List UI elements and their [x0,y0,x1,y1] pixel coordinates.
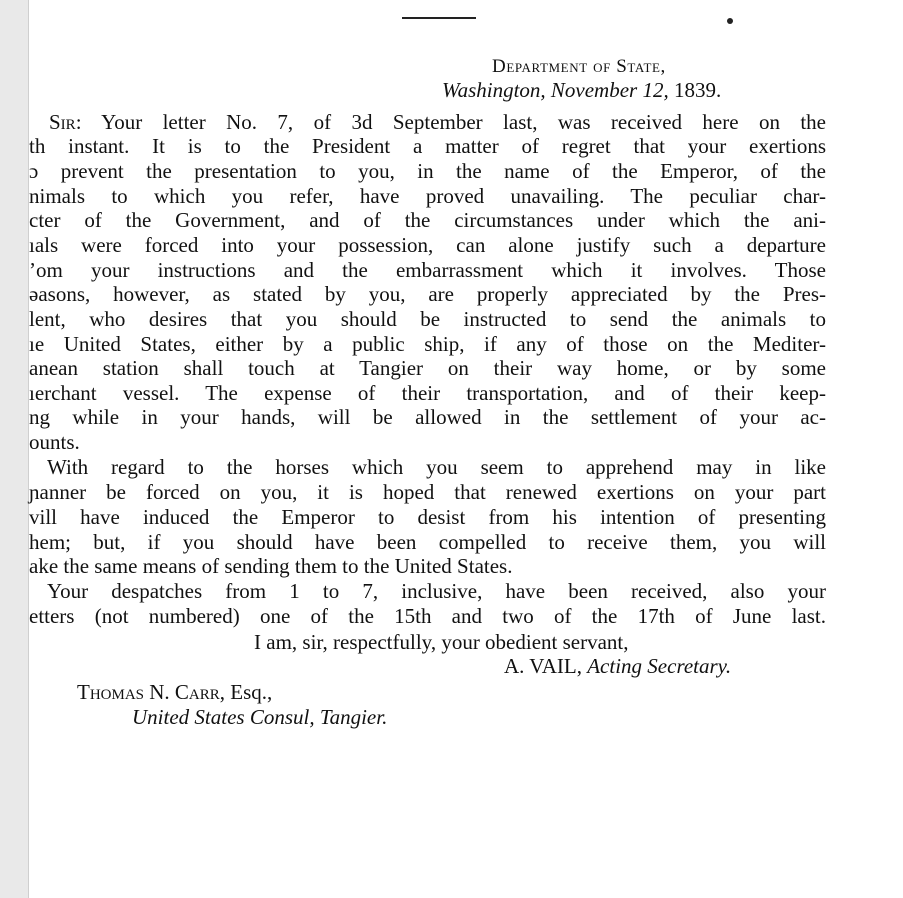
body-line-2: th instant. It is to the President a matter of regret that your exertions [29,134,826,158]
place-date-line [442,78,721,103]
body-line-20: Your despatches from 1 to 7, inclusive, have been received, also your [47,579,826,603]
place-date: Washington, November 12, [442,78,674,102]
top-rule [402,17,476,19]
body-line-1 [49,110,826,134]
body-line-15: With regard to the horses which you seem to apprehend may in like [47,455,826,479]
body-line-17: vill have induced the Emperor to desist from his intention of presenting [29,505,826,529]
body-line-5: cter of the Government, and of the circumstances under which the ani- [29,208,826,232]
signer-title: Acting Secretary. [587,654,732,678]
department-heading: Department of State, [492,56,666,77]
signature-line [504,654,731,679]
addressee-name-line [77,680,272,705]
body-line-6: ıals were forced into your possession, can alone justify such a departure [29,233,826,257]
body-line-21: etters (not numbered) one of the 15th and two of the 17th of June last. [29,604,826,628]
body-line-16: ɲanner be forced on you, it is hoped that renewed exertions on your part [29,480,826,504]
body-line-text: : Your letter No. 7, of 3d September last, was received here on the [75,110,826,134]
body-line-19: ake the same means of sending them to the United States. [29,554,513,578]
closing-line: I am, sir, respectfully, your obedient servant, [254,630,629,654]
body-line-11: anean station shall touch at Tangier on their way home, or by some [29,356,826,380]
salutation: Sir [49,110,76,134]
body-line-18: hem; but, if you should have been compelled to receive them, you will [29,530,826,554]
body-line-4: nimals to which you refer, have proved unavailing. The peculiar char- [29,184,826,208]
addressee-name: Thomas N. Carr [77,680,220,704]
addressee-suffix: , Esq., [219,680,273,704]
year: 1839. [673,78,722,102]
body-line-8: əasons, however, as stated by you, are properly appreciated by the Pres- [29,282,826,306]
body-line-10: ıe United States, either by a public ship, if any of those on the Mediter- [29,332,826,356]
body-line-9: lent, who desires that you should be instructed to send the animals to [29,307,826,331]
body-line-3: ɔ prevent the presentation to you, in the name of the Emperor, of the [29,159,826,183]
addressee-title: United States Consul, Tangier. [132,705,388,729]
viewer-left-margin [0,0,29,898]
document-page [29,0,903,898]
body-line-13: ng while in your hands, will be allowed in the settlement of your ac- [29,405,826,429]
body-line-14: ounts. [29,430,80,454]
ink-dot [727,18,733,24]
signer-name: A. VAIL, [504,654,588,678]
body-line-12: ıerchant vessel. The expense of their transportation, and of their keep- [29,381,826,405]
body-line-7: ’om your instructions and the embarrassment which it involves. Those [29,258,826,282]
